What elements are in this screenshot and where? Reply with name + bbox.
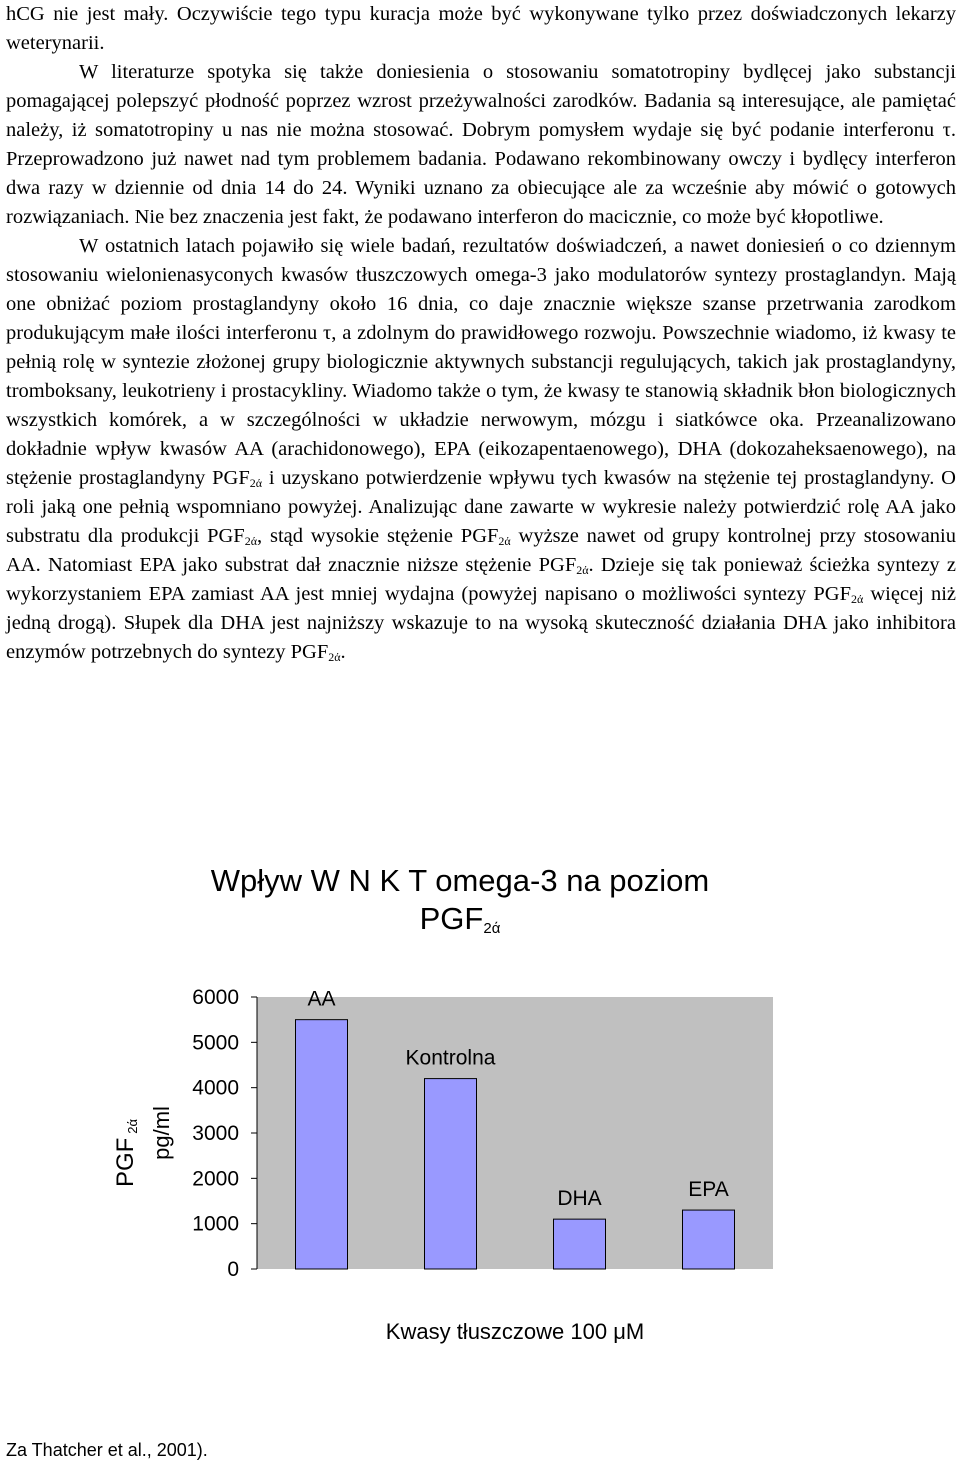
chart-title-sub: 2ά — [483, 920, 501, 937]
y-tick-label: 6000 — [192, 986, 239, 1009]
y-tick-label: 0 — [227, 1258, 239, 1281]
y-axis-label-sub: 2ά — [125, 1118, 140, 1134]
bar-label: EPA — [688, 1178, 729, 1202]
bar — [683, 1210, 735, 1269]
subscript: 2ά — [498, 534, 511, 548]
paragraph — [6, 58, 956, 232]
paragraph-text: W literaturze spotyka się także doniesienia o stosowaniu somatotropiny bydlęcej jako substancji pomagającej polepszyć płodność poprzez wzrost przeżywalności zarodków. Badania są interesujące, ale pamiętać należy, iż somatotropiny u nas nie można stosować. Dobrym pomysłem wydaje się być podanie interferonu τ. Przeprowadzono już nawet nad tym problemem badania. Podawano rekombinowany owczy i bydlęcy interferon dwa razy w dziennie od dnia 14 do 24. Wyniki uznano za obiecujące ale za wcześnie aby mówić o gotowych rozwiązaniach. Nie bez znaczenia jest fakt, że podawano interferon do macicznie, co może być kłopotliwe. — [6, 61, 956, 228]
paragraph-text: . — [340, 641, 346, 663]
paragraph-text: hCG nie jest mały. Oczywiście tego typu kuracja może być wykonywane tylko przez doświadczonych lekarzy weterynarii. — [6, 3, 956, 54]
bar-label: Kontrolna — [405, 1046, 496, 1070]
subscript: 2ά — [328, 650, 341, 664]
subscript: 2ά — [576, 563, 589, 577]
y-tick-label: 1000 — [192, 1212, 239, 1236]
y-tick-label: 5000 — [192, 1031, 239, 1055]
paragraph-text: więcej niż jedną drogą). Słupek dla DHA jest najniższy wskazuje to na wysoką skuteczność działania DHA jako inhibitora enzymów potrzebnych do syntezy PGF — [6, 583, 956, 663]
paragraph-text: wyższe nawet od grupy kontrolnej przy stosowaniu AA. Natomiast EPA jako substrat dał znacznie niższe stężenie PGF — [6, 525, 956, 576]
y-tick-label: 2000 — [192, 1167, 239, 1191]
bar-label: DHA — [557, 1187, 602, 1211]
subscript: 2ά — [249, 476, 263, 490]
chart-title — [130, 862, 790, 938]
paragraph — [6, 232, 956, 667]
subscript: 2ά — [244, 534, 258, 548]
source-note: Za Thatcher et al., 2001). — [6, 1440, 208, 1460]
y-axis-label-main: PGF — [112, 1137, 139, 1188]
y-tick-label: 3000 — [192, 1122, 239, 1145]
paragraph-text: , stąd wysokie stężenie PGF — [257, 525, 499, 547]
paragraph-text: W ostatnich latach pojawiło się wiele badań, rezultatów doświadczeń, a nawet doniesień o co dziennym stosowaniu wielonienasyconych kwasów tłuszczowych omega-3 jako modulatorów syntezy prostaglandyn. Mają one obniżać poziom prostaglandyny około 16 dnia, co daje znacznie większe szanse przetrwania zarodkom produkującym małe ilości interferonu τ, a zdolnym do prawidłowego rozwoju. Powszechnie wiadomo, iż kwasy te pełnią rolę w syntezie złożonej grupy biologicznie aktywnych substancji regulujących, takich jak prostaglandyny, tromboksany, leukotrieny i prostacykliny. Wiadomo także o tym, że kwasy te stanowią składnik błon biologicznych wszystkich komórek, a w szczególności w układzie nerwowym, mózgu i siatkówce oka. Przeanalizowano dokładnie wpływ kwasów AA (arachidonowego), EPA (eikozapentaenowego), DHA (dokozaheksaenowego), na stężenie prostaglandyny PGF — [6, 235, 956, 489]
chart — [0, 850, 960, 1410]
y-axis-unit: pg/ml — [149, 1106, 174, 1160]
chart-title-line2 — [130, 900, 790, 938]
x-axis-label: Kwasy tłuszczowe 100 μM — [385, 1319, 645, 1344]
chart-title-pgf: PGF — [419, 901, 484, 936]
y-axis-label — [112, 1118, 140, 1187]
document-body — [6, 0, 956, 667]
bar — [554, 1219, 606, 1269]
subscript: 2ά — [850, 592, 864, 606]
chart-title-line1: Wpływ W N K T omega-3 na poziom — [210, 863, 710, 898]
paragraph-text: . Dzieje się tak ponieważ ścieżka syntezy z wykorzystaniem EPA zamiast AA jest mniej wydajna (powyżej napisano o możliwości syntezy PGF — [6, 554, 956, 605]
paragraph — [6, 0, 956, 58]
bar — [296, 1020, 348, 1269]
paragraph-text: i uzyskano potwierdzenie wpływu tych kwasów na stężenie tej prostaglandyny. O roli jaką one pełnią wspomniano powyżej. Analizując dane zawarte w wykresie należy potwierdzić rolę AA jako substratu dla produkcji PGF — [6, 467, 956, 547]
bar — [425, 1079, 477, 1269]
y-tick-label: 4000 — [192, 1076, 239, 1100]
bar-label: AA — [307, 987, 336, 1011]
